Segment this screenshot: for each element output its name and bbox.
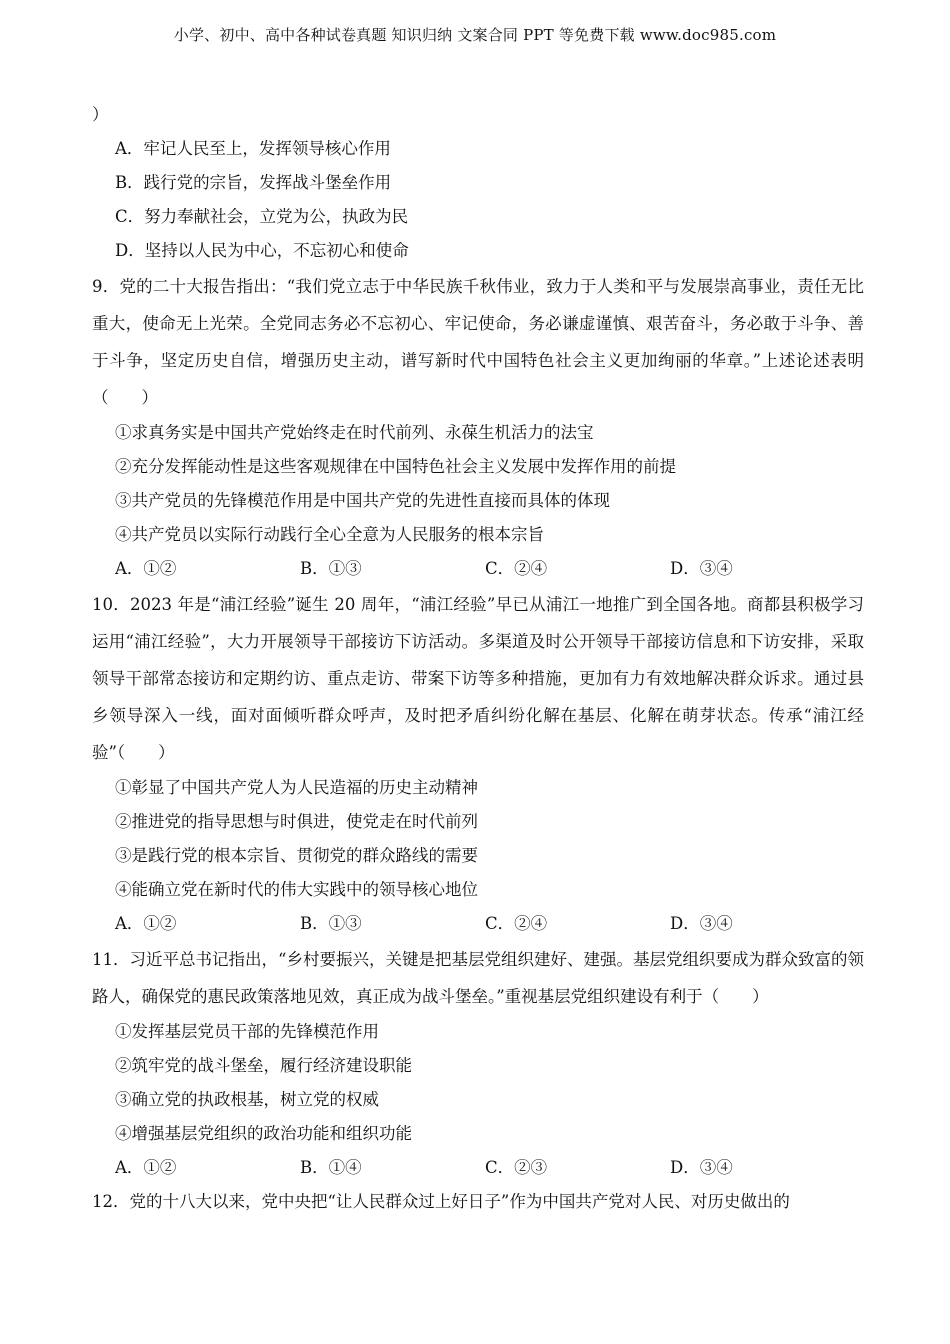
question-9: [92, 268, 864, 586]
statement-4: ④能确立党在新时代的伟大实践中的领导核心地位: [115, 880, 478, 899]
option-a: A．牢记人民至上，发挥领导核心作用: [115, 139, 391, 158]
statement-1: ①彰显了中国共产党人为人民造福的历史主动精神: [115, 778, 478, 797]
statement-1: ①求真务实是中国共产党始终走在时代前列、永葆生机活力的法宝: [115, 423, 594, 442]
answer-choices: [92, 552, 864, 586]
choice-a: A．①②: [115, 1158, 177, 1177]
choice-c: C．②③: [485, 1158, 548, 1177]
statement-2: ②充分发挥能动性是这些客观规律在中国特色社会主义发展中发挥作用的前提: [115, 457, 676, 476]
exam-content: [92, 98, 864, 1219]
option-b: B．践行党的宗旨，发挥战斗堡垒作用: [115, 173, 392, 192]
answer-choices: [92, 1151, 864, 1185]
statement-2: ②筑牢党的战斗堡垒，履行经济建设职能: [115, 1056, 412, 1075]
statement-4: ④增强基层党组织的政治功能和组织功能: [115, 1124, 412, 1143]
question-12: [92, 1185, 864, 1219]
question-10: [92, 586, 864, 941]
statement-3: ③是践行党的根本宗旨、贯彻党的群众路线的需要: [115, 846, 478, 865]
option-d: D．坚持以人民为中心，不忘初心和使命: [115, 241, 409, 260]
statement-2: ②推进党的指导思想与时俱进，使党走在时代前列: [115, 812, 478, 831]
choice-d: D．③④: [670, 914, 733, 933]
choice-d: D．③④: [670, 559, 733, 578]
question-8: [92, 98, 864, 268]
question-stem: 12．党的十八大以来，党中央把“让人民群众过上好日子”作为中国共产党对人民、对历史做出的: [92, 1192, 790, 1211]
question-stem: 9．党的二十大报告指出：“我们党立志于中华民族千秋伟业，致力于人类和平与发展崇高事业，责任无比重大，使命无上光荣。全党同志务必不忘初心、牢记使命，务必谦虚谨慎、艰苦奋斗，务必敢于斗争、善于斗争，坚定历史自信，增强历史主动，谱写新时代中国特色社会主义更加绚丽的华章。”上述论述表明（ ）: [92, 277, 864, 407]
question-stem: 10．2023 年是“浦江经验”诞生 20 周年，“浦江经验”早已从浦江一地推广到全国各地。商都县积极学习运用“浦江经验”，大力开展领导干部接访下访活动。多渠道及时公开领导干部接访信息和下访安排，采取领导干部常态接访和定期约访、重点走访、带案下访等多种措施，更加有力有效地解决群众诉求。通过县乡领导深入一线，面对面倾听群众呼声，及时把矛盾纠纷化解在基层、化解在萌芽状态。传承“浦江经验”（ ）: [92, 595, 864, 762]
statement-1: ①发挥基层党员干部的先锋模范作用: [115, 1022, 379, 1041]
option-c: C．努力奉献社会，立党为公，执政为民: [115, 207, 409, 226]
page-header: 小学、初中、高中各种试卷真题 知识归纳 文案合同 PPT 等免费下载 www.doc985.com: [173, 26, 777, 44]
choice-a: A．①②: [115, 559, 177, 578]
question-11: [92, 941, 864, 1185]
answer-choices: [92, 907, 864, 941]
choice-c: C．②④: [485, 559, 548, 578]
choice-c: C．②④: [485, 914, 548, 933]
statement-4: ④共产党员以实际行动践行全心全意为人民服务的根本宗旨: [115, 525, 544, 544]
choice-d: D．③④: [670, 1158, 733, 1177]
choice-b: B．①③: [300, 559, 362, 578]
question-stem: 11．习近平总书记指出，“乡村要振兴，关键是把基层党组织建好、建强。基层党组织要成为群众致富的领路人，确保党的惠民政策落地见效，真正成为战斗堡垒。”重视基层党组织建设有利于（ ）: [92, 950, 864, 1006]
question-stem-tail: ）: [92, 105, 109, 124]
choice-b: B．①③: [300, 914, 362, 933]
statement-3: ③共产党员的先锋模范作用是中国共产党的先进性直接而具体的体现: [115, 491, 610, 510]
statement-3: ③确立党的执政根基，树立党的权威: [115, 1090, 379, 1109]
choice-a: A．①②: [115, 914, 177, 933]
choice-b: B．①④: [300, 1158, 362, 1177]
